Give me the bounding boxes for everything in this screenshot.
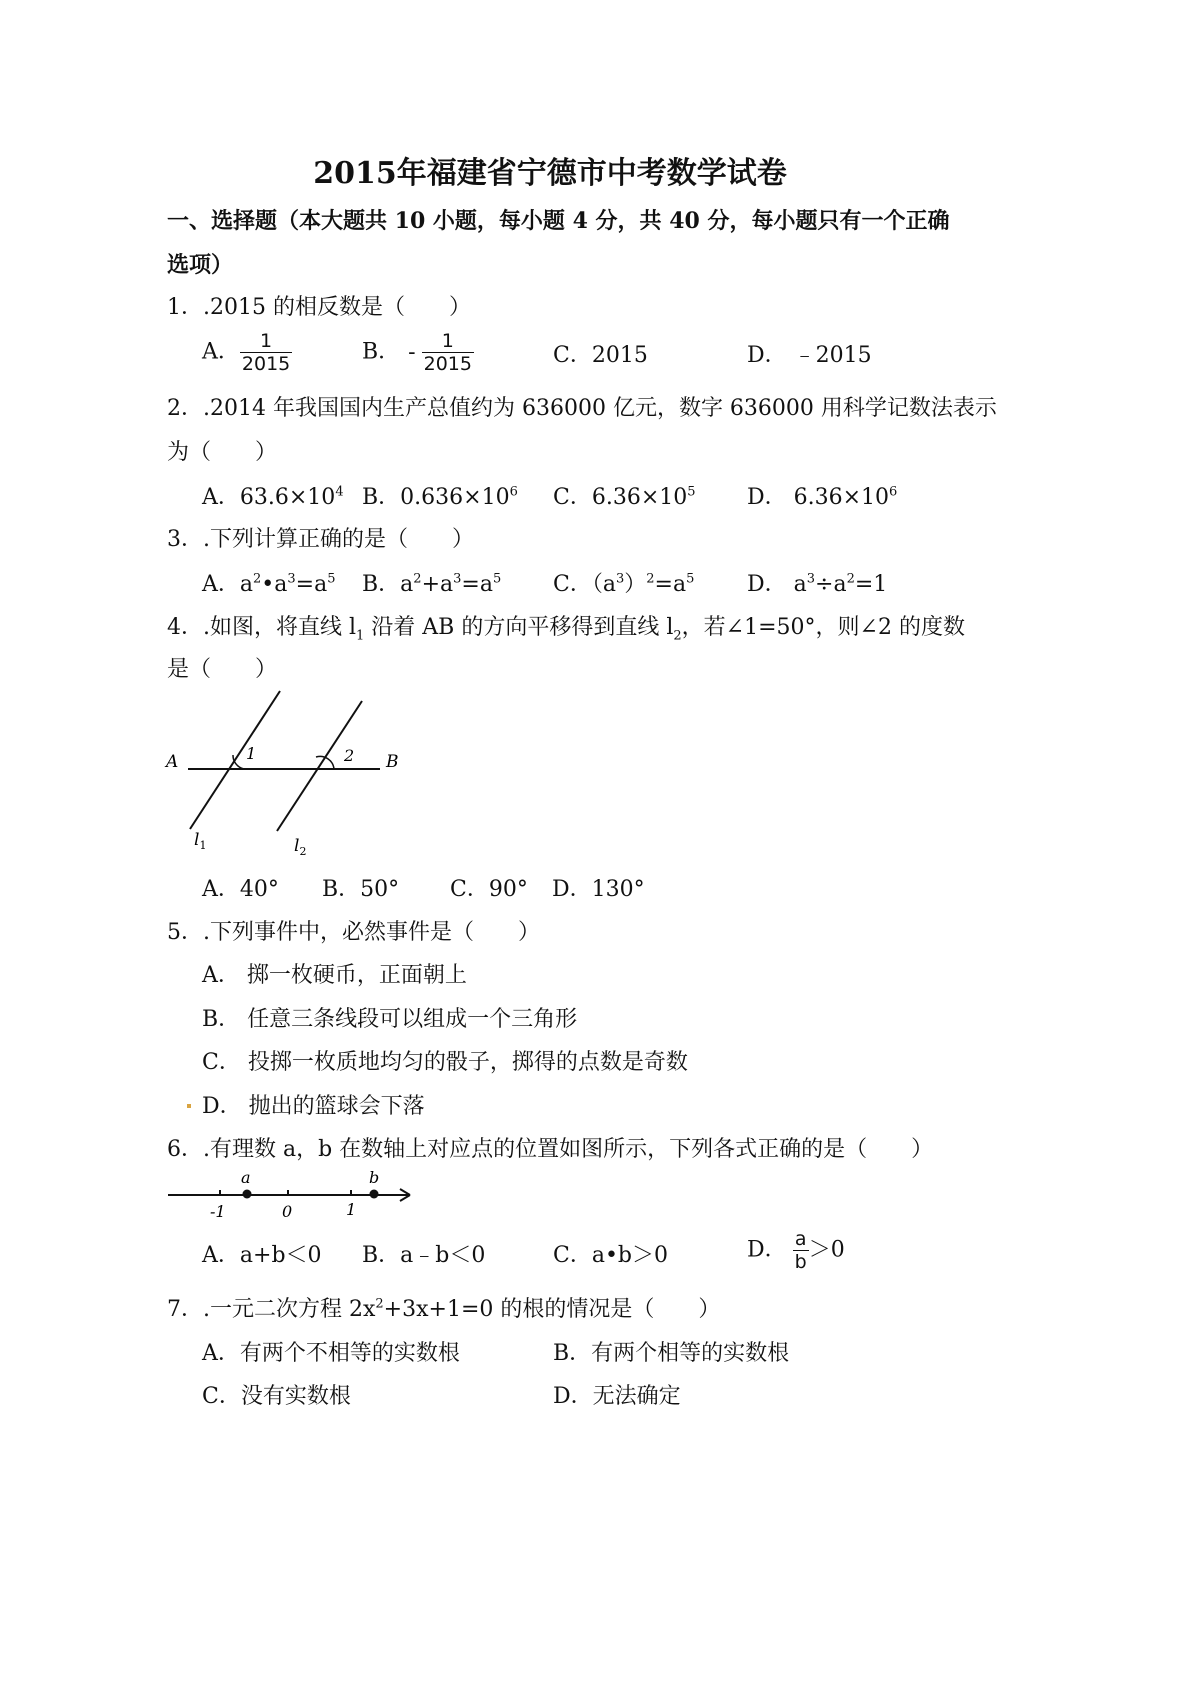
question-5-stem: 5．.下列事件中，必然事件是（ ） <box>167 920 540 945</box>
point-a-dot <box>243 1190 252 1199</box>
question-1-option-c: C．2015 <box>553 343 648 368</box>
question-1-option-a: A． $\frac{1}{2015}$ <box>202 330 291 375</box>
point-b-label: b <box>369 1168 380 1187</box>
question-5-option-a: A． 掷一枚硬币，正面朝上 <box>202 963 467 988</box>
question-4-option-d: D．130° <box>552 877 645 902</box>
question-2-stem-cont: 为（ ） <box>167 440 278 465</box>
tick-label-0: 0 <box>282 1202 293 1221</box>
question-6-option-a: A．a+b＜0 <box>202 1243 322 1268</box>
marker-dot <box>187 1104 191 1108</box>
question-4-option-b: B．50° <box>322 877 400 902</box>
point-b-label: B <box>386 752 399 772</box>
angle-2-label: 2 <box>344 746 355 765</box>
question-7-option-c: C．没有实数根 <box>202 1384 351 1409</box>
question-4-stem: 4．.如图，将直线 $l_1$ 沿着 AB 的方向平移得到直线 $l_2$，若∠1=50°，则∠2 的度数 <box>167 615 965 644</box>
tick-label-minus-1: -1 <box>210 1202 226 1221</box>
tick-label-1: 1 <box>346 1200 357 1219</box>
section-heading-cont: 选项） <box>167 252 234 278</box>
line-l1 <box>190 691 280 829</box>
question-7-option-d: D．无法确定 <box>553 1384 681 1409</box>
number-line-figure <box>160 1163 430 1225</box>
question-6-option-c: C．a•b＞0 <box>553 1243 669 1268</box>
angle-1-arc <box>233 755 244 769</box>
angle-1-label: 1 <box>246 744 257 763</box>
question-3-option-c: C．$(a^3)^2=a^5$ <box>553 571 695 597</box>
point-b-dot <box>370 1190 379 1199</box>
question-5-option-b: B． 任意三条线段可以组成一个三角形 <box>202 1007 578 1032</box>
question-4-option-c: C．90° <box>450 877 528 902</box>
question-7-stem: 7．.一元二次方程 $2x^2+3x+1=0$ 的根的情况是（ ） <box>167 1296 721 1322</box>
line-l2-label: $l_2$ <box>294 836 307 858</box>
question-2-option-b: B．$0.636\times 10^6$ <box>362 484 518 510</box>
question-3-option-a: A．$a^2•a^3=a^5$ <box>202 571 336 597</box>
question-2-option-d: D． $6.36\times 10^6$ <box>747 484 898 510</box>
page-title: 2015年福建省宁德市中考数学试卷 <box>313 156 787 191</box>
question-3-stem: 3．.下列计算正确的是（ ） <box>167 527 474 552</box>
question-5-option-d: D． 抛出的篮球会下落 <box>202 1094 425 1119</box>
point-a-label: a <box>241 1168 251 1187</box>
question-4-option-a: A．40° <box>202 877 279 902</box>
question-1-option-d: D． ﹣2015 <box>747 343 872 368</box>
question-7-option-a: A．有两个不相等的实数根 <box>202 1341 460 1366</box>
question-1-stem: 1．.2015 的相反数是（ ） <box>167 295 471 320</box>
question-1-option-b: B． - $\frac{1}{2015}$ <box>362 330 472 375</box>
question-2-stem: 2．.2014 年我国国内生产总值约为 636000 亿元，数字 636000 用科学记数法表示 <box>167 396 997 421</box>
question-3-option-d: D． $a^3\div a^2=1$ <box>747 571 888 597</box>
question-6-option-b: B．a﹣b＜0 <box>362 1243 486 1268</box>
question-4-stem-cont: 是（ ） <box>167 657 278 682</box>
question-3-option-b: B．$a^2+a^3=a^5$ <box>362 571 502 597</box>
line-l2 <box>277 701 362 831</box>
question-5-option-c: C． 投掷一枚质地均匀的骰子，掷得的点数是奇数 <box>202 1050 688 1075</box>
question-2-option-a: A．$63.6\times 10^4$ <box>202 484 344 510</box>
line-l1-label: $l_1$ <box>194 830 207 852</box>
section-heading: 一、选择题（本大题共 10 小题，每小题 4 分，共 40 分，每小题只有一个正确 <box>167 208 950 234</box>
question-7-option-b: B．有两个相等的实数根 <box>553 1341 790 1366</box>
question-2-option-c: C．$6.36\times 10^5$ <box>553 484 696 510</box>
point-a-label: A <box>166 752 179 772</box>
parallel-lines-figure <box>160 685 420 865</box>
question-6-stem: 6．.有理数 a，b 在数轴上对应点的位置如图所示，下列各式正确的是（ ） <box>167 1137 934 1162</box>
question-6-option-d: D． $\frac{a}{b}$ ＞0 <box>747 1228 845 1273</box>
